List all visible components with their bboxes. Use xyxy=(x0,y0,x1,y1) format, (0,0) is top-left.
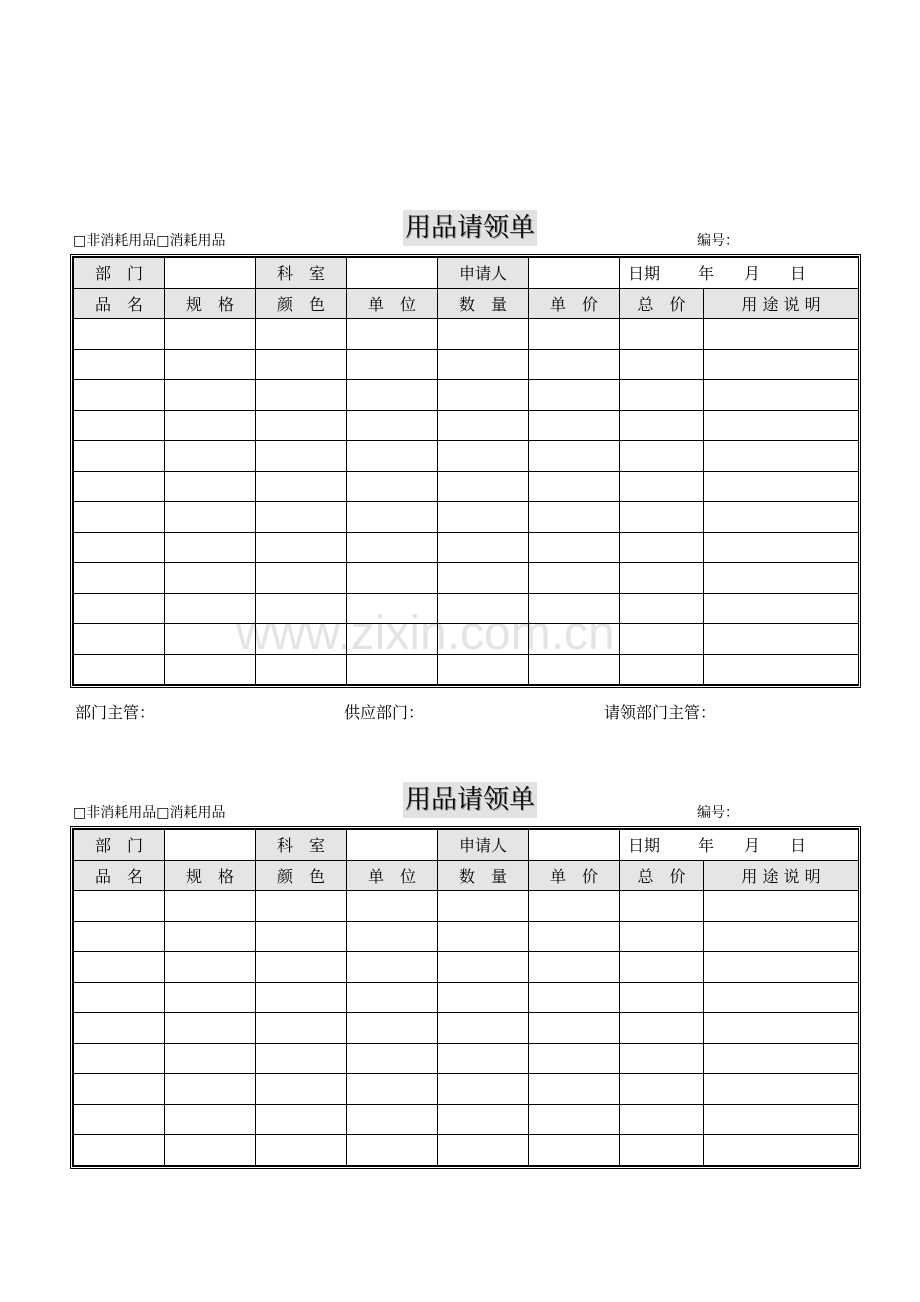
item-cell[interactable] xyxy=(74,319,165,350)
item-cell[interactable] xyxy=(256,1043,347,1074)
item-cell[interactable] xyxy=(529,982,620,1013)
day-label: 日 xyxy=(790,836,807,856)
item-cell[interactable] xyxy=(74,1135,165,1166)
item-cell[interactable] xyxy=(74,1013,165,1044)
item-cell[interactable] xyxy=(620,1013,704,1044)
item-row xyxy=(74,1135,859,1166)
supply-dept-signature[interactable]: 供应部门： xyxy=(344,703,425,722)
applicant-field[interactable] xyxy=(529,258,620,289)
date-label: 日期 xyxy=(628,836,661,856)
item-cell[interactable] xyxy=(620,1135,704,1166)
item-cell[interactable] xyxy=(704,441,859,472)
requesting-dept-manager-signature[interactable]: 请领部门主管： xyxy=(604,703,717,722)
item-cell[interactable] xyxy=(165,441,256,472)
requisition-form-2 xyxy=(70,782,861,1169)
item-cell[interactable] xyxy=(704,624,859,655)
item-cell[interactable] xyxy=(704,1135,859,1166)
item-cell[interactable] xyxy=(529,891,620,922)
form-header xyxy=(70,210,861,254)
item-cell[interactable] xyxy=(529,1104,620,1135)
item-cell[interactable] xyxy=(347,1135,438,1166)
item-row xyxy=(74,380,859,411)
item-cell[interactable] xyxy=(620,891,704,922)
info-row xyxy=(74,830,859,861)
item-cell[interactable] xyxy=(704,1074,859,1105)
item-cell[interactable] xyxy=(529,532,620,563)
item-cell[interactable] xyxy=(256,1135,347,1166)
item-cell[interactable] xyxy=(620,410,704,441)
item-cell[interactable] xyxy=(165,471,256,502)
item-cell[interactable] xyxy=(620,593,704,624)
column-header: 单 价 xyxy=(529,288,620,319)
item-cell[interactable] xyxy=(165,563,256,594)
item-cell[interactable] xyxy=(620,563,704,594)
item-cell[interactable] xyxy=(74,1074,165,1105)
item-cell[interactable] xyxy=(620,532,704,563)
item-cell[interactable] xyxy=(438,502,529,533)
item-cell[interactable] xyxy=(74,593,165,624)
form-title: 用品请领单 xyxy=(403,782,537,818)
item-row xyxy=(74,502,859,533)
item-cell[interactable] xyxy=(704,349,859,380)
item-cell[interactable] xyxy=(704,952,859,983)
item-cell[interactable] xyxy=(256,952,347,983)
item-cell[interactable] xyxy=(347,380,438,411)
item-row xyxy=(74,441,859,472)
item-cell[interactable] xyxy=(704,502,859,533)
item-cell[interactable] xyxy=(74,441,165,472)
item-cell[interactable] xyxy=(256,982,347,1013)
item-cell[interactable] xyxy=(529,1135,620,1166)
item-row xyxy=(74,471,859,502)
item-cell[interactable] xyxy=(74,471,165,502)
item-cell[interactable] xyxy=(704,891,859,922)
category-checkboxes[interactable]: □非消耗用品□消耗用品 xyxy=(73,233,226,249)
item-cell[interactable] xyxy=(347,891,438,922)
item-cell[interactable] xyxy=(347,502,438,533)
item-row xyxy=(74,1104,859,1135)
item-cell[interactable] xyxy=(620,1104,704,1135)
item-cell[interactable] xyxy=(256,471,347,502)
column-header: 总 价 xyxy=(620,860,704,891)
item-cell[interactable] xyxy=(347,982,438,1013)
item-cell[interactable] xyxy=(704,1043,859,1074)
item-cell[interactable] xyxy=(74,410,165,441)
item-cell[interactable] xyxy=(704,593,859,624)
item-cell[interactable] xyxy=(347,410,438,441)
item-cell[interactable] xyxy=(529,410,620,441)
year-label: 年 xyxy=(698,264,715,284)
item-cell[interactable] xyxy=(256,380,347,411)
item-cell[interactable] xyxy=(620,1074,704,1105)
serial-number-label: 编号： xyxy=(697,233,739,249)
item-cell[interactable] xyxy=(165,891,256,922)
item-cell[interactable] xyxy=(620,982,704,1013)
item-cell[interactable] xyxy=(74,982,165,1013)
category-checkboxes[interactable]: □非消耗用品□消耗用品 xyxy=(73,805,226,821)
item-cell[interactable] xyxy=(74,1104,165,1135)
item-cell[interactable] xyxy=(74,654,165,685)
date-label: 日期 xyxy=(628,264,661,284)
item-cell[interactable] xyxy=(347,1043,438,1074)
section-field[interactable] xyxy=(347,258,438,289)
item-cell[interactable] xyxy=(438,349,529,380)
item-cell[interactable] xyxy=(74,921,165,952)
item-cell[interactable] xyxy=(165,319,256,350)
department-label: 部 门 xyxy=(74,258,165,289)
item-cell[interactable] xyxy=(165,1135,256,1166)
column-header: 规 格 xyxy=(165,860,256,891)
item-cell[interactable] xyxy=(256,891,347,922)
item-cell[interactable] xyxy=(438,1135,529,1166)
item-row xyxy=(74,319,859,350)
item-cell[interactable] xyxy=(438,319,529,350)
item-cell[interactable] xyxy=(165,952,256,983)
item-cell[interactable] xyxy=(74,624,165,655)
item-row xyxy=(74,952,859,983)
item-cell[interactable] xyxy=(74,1043,165,1074)
item-cell[interactable] xyxy=(620,624,704,655)
date-field[interactable] xyxy=(620,258,859,289)
column-header: 单 价 xyxy=(529,860,620,891)
form-title: 用品请领单 xyxy=(403,210,537,246)
applicant-label: 申请人 xyxy=(438,258,529,289)
day-label: 日 xyxy=(790,264,807,284)
item-cell[interactable] xyxy=(529,952,620,983)
item-cell[interactable] xyxy=(165,1013,256,1044)
item-cell[interactable] xyxy=(74,563,165,594)
item-cell[interactable] xyxy=(165,1104,256,1135)
section-field[interactable] xyxy=(347,830,438,861)
item-cell[interactable] xyxy=(438,380,529,411)
item-cell[interactable] xyxy=(529,471,620,502)
item-cell[interactable] xyxy=(165,410,256,441)
item-cell[interactable] xyxy=(620,502,704,533)
item-cell[interactable] xyxy=(704,410,859,441)
item-cell[interactable] xyxy=(529,319,620,350)
item-cell[interactable] xyxy=(529,380,620,411)
item-cell[interactable] xyxy=(438,1043,529,1074)
item-cell[interactable] xyxy=(256,410,347,441)
column-header: 数 量 xyxy=(438,288,529,319)
date-field[interactable] xyxy=(620,830,859,861)
item-cell[interactable] xyxy=(347,319,438,350)
item-row xyxy=(74,1013,859,1044)
item-cell[interactable] xyxy=(704,982,859,1013)
item-row xyxy=(74,532,859,563)
item-cell[interactable] xyxy=(704,319,859,350)
item-cell[interactable] xyxy=(165,921,256,952)
column-header: 数 量 xyxy=(438,860,529,891)
item-cell[interactable] xyxy=(529,1043,620,1074)
department-label: 部 门 xyxy=(74,830,165,861)
item-cell[interactable] xyxy=(529,502,620,533)
column-header: 规 格 xyxy=(165,288,256,319)
year-label: 年 xyxy=(698,836,715,856)
column-header: 品 名 xyxy=(74,860,165,891)
item-cell[interactable] xyxy=(704,471,859,502)
item-cell[interactable] xyxy=(256,319,347,350)
month-label: 月 xyxy=(744,264,761,284)
item-cell[interactable] xyxy=(438,921,529,952)
item-row xyxy=(74,891,859,922)
column-header: 单 位 xyxy=(347,860,438,891)
item-cell[interactable] xyxy=(347,921,438,952)
item-cell[interactable] xyxy=(347,952,438,983)
item-cell[interactable] xyxy=(74,380,165,411)
item-cell[interactable] xyxy=(438,471,529,502)
item-cell[interactable] xyxy=(347,349,438,380)
item-cell[interactable] xyxy=(256,441,347,472)
item-cell[interactable] xyxy=(347,1074,438,1105)
item-cell[interactable] xyxy=(704,532,859,563)
item-cell[interactable] xyxy=(256,1013,347,1044)
item-cell[interactable] xyxy=(256,502,347,533)
item-row xyxy=(74,982,859,1013)
item-row xyxy=(74,1043,859,1074)
signature-line xyxy=(70,688,861,728)
item-cell[interactable] xyxy=(165,1074,256,1105)
item-cell[interactable] xyxy=(347,532,438,563)
item-cell[interactable] xyxy=(704,1104,859,1135)
item-cell[interactable] xyxy=(256,1104,347,1135)
applicant-field[interactable] xyxy=(529,830,620,861)
item-cell[interactable] xyxy=(165,380,256,411)
item-cell[interactable] xyxy=(620,471,704,502)
item-cell[interactable] xyxy=(438,410,529,441)
item-cell[interactable] xyxy=(704,1013,859,1044)
serial-number-label: 编号： xyxy=(697,805,739,821)
item-cell[interactable] xyxy=(529,441,620,472)
item-cell[interactable] xyxy=(438,532,529,563)
item-cell[interactable] xyxy=(620,654,704,685)
info-row xyxy=(74,258,859,289)
requisition-table-frame xyxy=(70,826,861,1169)
item-cell[interactable] xyxy=(165,1043,256,1074)
item-cell[interactable] xyxy=(438,1074,529,1105)
item-cell[interactable] xyxy=(165,982,256,1013)
item-row xyxy=(74,563,859,594)
item-cell[interactable] xyxy=(256,532,347,563)
department-field[interactable] xyxy=(165,258,256,289)
item-row xyxy=(74,1074,859,1105)
item-cell[interactable] xyxy=(704,380,859,411)
item-cell[interactable] xyxy=(529,1074,620,1105)
item-cell[interactable] xyxy=(438,952,529,983)
item-cell[interactable] xyxy=(704,563,859,594)
item-cell[interactable] xyxy=(620,921,704,952)
requisition-table xyxy=(73,829,859,1166)
item-cell[interactable] xyxy=(165,502,256,533)
column-header: 品 名 xyxy=(74,288,165,319)
item-cell[interactable] xyxy=(620,952,704,983)
column-header: 用 途 说 明 xyxy=(704,288,859,319)
item-cell[interactable] xyxy=(347,471,438,502)
item-cell[interactable] xyxy=(438,563,529,594)
item-cell[interactable] xyxy=(438,891,529,922)
item-cell[interactable] xyxy=(74,502,165,533)
column-header-row xyxy=(74,860,859,891)
item-cell[interactable] xyxy=(620,1043,704,1074)
item-cell[interactable] xyxy=(438,1013,529,1044)
item-cell[interactable] xyxy=(256,921,347,952)
item-cell[interactable] xyxy=(256,1074,347,1105)
item-rows xyxy=(74,891,859,1166)
item-cell[interactable] xyxy=(529,349,620,380)
month-label: 月 xyxy=(744,836,761,856)
item-cell[interactable] xyxy=(438,441,529,472)
item-cell[interactable] xyxy=(620,319,704,350)
item-cell[interactable] xyxy=(165,349,256,380)
column-header: 颜 色 xyxy=(256,860,347,891)
item-cell[interactable] xyxy=(620,441,704,472)
item-cell[interactable] xyxy=(347,1013,438,1044)
column-header: 单 位 xyxy=(347,288,438,319)
applicant-label: 申请人 xyxy=(438,830,529,861)
item-cell[interactable] xyxy=(256,563,347,594)
section-label: 科 室 xyxy=(256,830,347,861)
item-cell[interactable] xyxy=(74,349,165,380)
item-cell[interactable] xyxy=(620,380,704,411)
item-cell[interactable] xyxy=(438,1104,529,1135)
section-label: 科 室 xyxy=(256,258,347,289)
item-cell[interactable] xyxy=(529,563,620,594)
item-cell[interactable] xyxy=(74,532,165,563)
item-cell[interactable] xyxy=(74,891,165,922)
form-header xyxy=(70,782,861,826)
column-header: 总 价 xyxy=(620,288,704,319)
dept-manager-signature[interactable]: 部门主管： xyxy=(75,703,156,722)
item-row xyxy=(74,410,859,441)
watermark: www.zixin.com.cn xyxy=(236,607,615,660)
item-cell[interactable] xyxy=(74,952,165,983)
item-cell[interactable] xyxy=(438,982,529,1013)
item-cell[interactable] xyxy=(529,921,620,952)
column-header: 用 途 说 明 xyxy=(704,860,859,891)
column-header: 颜 色 xyxy=(256,288,347,319)
item-cell[interactable] xyxy=(256,349,347,380)
item-cell[interactable] xyxy=(529,1013,620,1044)
item-cell[interactable] xyxy=(704,921,859,952)
item-cell[interactable] xyxy=(704,654,859,685)
item-row xyxy=(74,921,859,952)
item-cell[interactable] xyxy=(165,532,256,563)
item-cell[interactable] xyxy=(347,1104,438,1135)
item-row xyxy=(74,349,859,380)
column-header-row xyxy=(74,288,859,319)
item-cell[interactable] xyxy=(347,441,438,472)
item-cell[interactable] xyxy=(620,349,704,380)
item-cell[interactable] xyxy=(347,563,438,594)
department-field[interactable] xyxy=(165,830,256,861)
